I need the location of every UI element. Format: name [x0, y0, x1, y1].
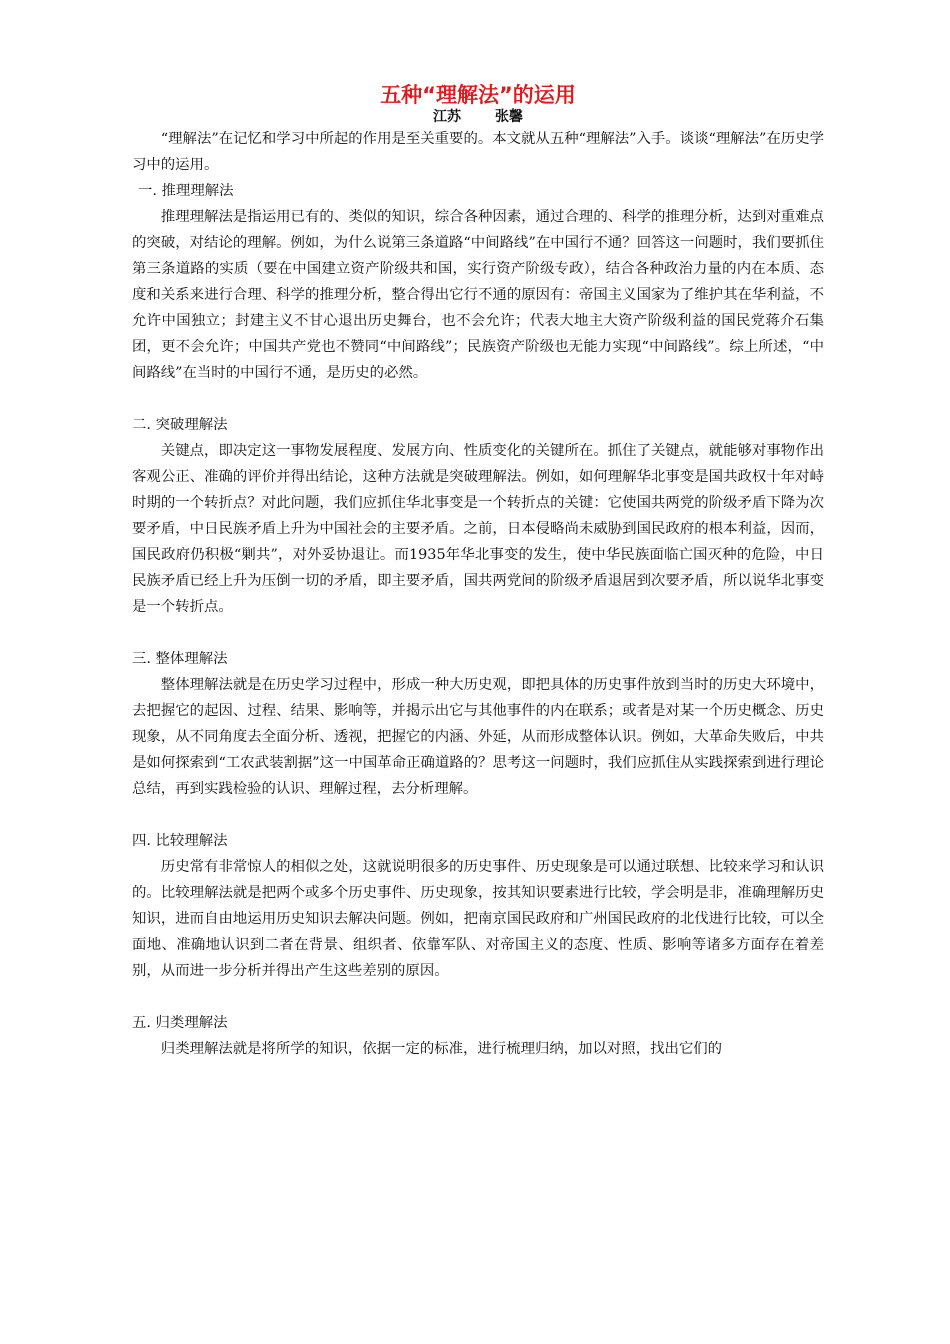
section-paragraph-4: 历史常有非常惊人的相似之处，这就说明很多的历史事件、历史现象是可以通过联想、比较来学习和认识的。比较理解法就是把两个或多个历史事件、历史现象，按其知识要素进行比较，学会明是非，准确理解历史知识，进而自由地运用历史知识去解决问题。例如，把南京国民政府和广州国民政府的北伐进行比较，可以全面地、准确地认识到二者在背景、组织者、依靠军队、对帝国主义的态度、性质、影响等诸多方面存在着差别，从而进一步分析并得出产生这些差别的原因。: [132, 859, 824, 979]
section-paragraph-5: 归类理解法就是将所学的知识，依据一定的标准，进行梳理归纳，加以对照，找出它们的: [160, 1041, 723, 1057]
section-paragraph-3: 整体理解法就是在历史学习过程中，形成一种大历史观，即把具体的历史事件放到当时的历史大环境中，去把握它的起因、过程、结果、影响等，并揭示出它与其他事件的内在联系；或者是对某一个历史概念、历史现象，从不同角度去全面分析、透视，把握它的内涵、外延，从而形成整体认识。例如，大革命失败后，中共是如何探索到“工农武装割据”这一中国革命正确道路的？思考这一问题时，我们应抓住从实践探索到进行理论总结，再到实践检验的认识、理解过程，去分析理解。: [132, 677, 824, 797]
document-page: [132, 80, 824, 1062]
section-heading-2: 二. 突破理解法: [132, 417, 228, 433]
document-title: 五种“理解法”的运用: [380, 83, 576, 107]
section-spacer: [132, 984, 824, 1010]
section-heading-4: 四. 比较理解法: [132, 833, 228, 849]
section-paragraph-1: 推理理解法是指运用已有的、类似的知识，综合各种因素，通过合理的、科学的推理分析，达到对重难点的突破，对结论的理解。例如，为什么说第三条道路“中间路线”在中国行不通？回答这一问题时，我们要抓住第三条道路的实质（要在中国建立资产阶级共和国，实行资产阶级专政），结合各种政治力量的内在本质、态度和关系来进行合理、科学的推理分析，整合得出它行不通的原因有：帝国主义国家为了维护其在华利益，不允许中国独立；封建主义不甘心退出历史舞台，也不会允许；代表大地主大资产阶级利益的国民党蒋介石集团，更不会允许；中国共产党也不赞同“中间路线”；民族资产阶级也无能力实现“中间路线”。综上所述，“中间路线”在当时的中国行不通，是历史的必然。: [132, 209, 824, 381]
section-heading-5: 五. 归类理解法: [132, 1015, 228, 1031]
author-line: [132, 108, 824, 126]
section-spacer: [132, 802, 824, 828]
section-heading-3: 三. 整体理解法: [132, 651, 228, 667]
author-place: 江苏: [433, 109, 461, 125]
section-heading-1: 一. 推理理解法: [138, 183, 234, 199]
section-spacer: [132, 386, 824, 412]
section-spacer: [132, 620, 824, 646]
author-name: 张馨: [495, 109, 523, 125]
section-paragraph-2: 关键点，即决定这一事物发展程度、发展方向、性质变化的关键所在。抓住了关键点，就能够对事物作出客观公正、准确的评价并得出结论，这种方法就是突破理解法。例如，如何理解华北事变是国共政权十年对峙时期的一个转折点？对此问题，我们应抓住华北事变是一个转折点的关键：它使国共两党的阶级矛盾下降为次要矛盾，中日民族矛盾上升为中国社会的主要矛盾。之前，日本侵略尚未威胁到国民政府的根本利益，因而，国民政府仍积极“剿共”，对外妥协退让。而1935年华北事变的发生，使中华民族面临亡国灭种的危险，中日民族矛盾已经上升为压倒一切的矛盾，即主要矛盾，国共两党间的阶级矛盾退居到次要矛盾，所以说华北事变是一个转折点。: [132, 443, 824, 615]
intro-paragraph: “理解法”在记忆和学习中所起的作用是至关重要的。本文就从五种“理解法”入手。谈谈“理解法”在历史学习中的运用。: [132, 131, 824, 173]
